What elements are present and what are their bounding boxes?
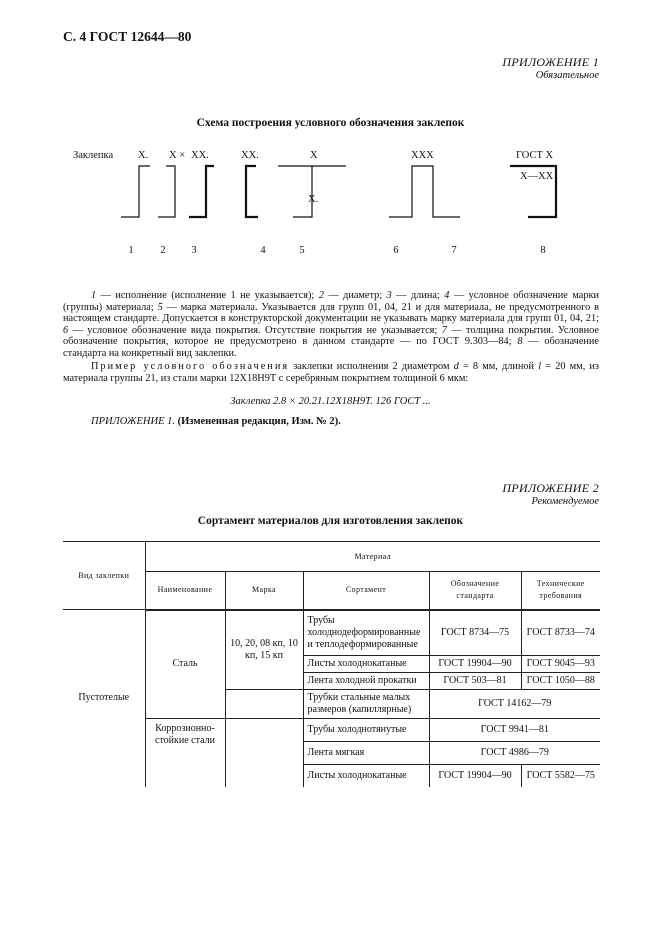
std-cell: ГОСТ 9941—81 <box>429 718 600 741</box>
req-cell: ГОСТ 8733—74 <box>521 610 600 656</box>
appendix-1-status: Обязательное <box>535 70 599 81</box>
scheme-mark-6: Х. <box>308 194 319 205</box>
material-name-steel: Сталь <box>145 610 225 719</box>
assortment-cell: Трубы холоднотянутые <box>303 718 429 741</box>
scheme-rivet-word: Заклепка <box>73 150 114 161</box>
std-cell: ГОСТ 19904—90 <box>429 764 521 787</box>
header-designation: Обозначение стандарта <box>429 572 521 610</box>
amendment-note: ПРИЛОЖЕНИЕ 1. (Измененная редакция, Изм. № 2). <box>91 416 341 427</box>
scheme-mark-7: ХХХ <box>411 150 434 161</box>
scheme-mark-4: ХХ. <box>241 150 259 161</box>
appendix-2-label <box>502 481 599 507</box>
appendix-2-title: ПРИЛОЖЕНИЕ 2 <box>502 481 599 495</box>
req-cell: ГОСТ 9045—93 <box>521 655 600 672</box>
std-cell: ГОСТ 503—81 <box>429 672 521 689</box>
scheme-explanation: 1 — исполнение (исполнение 1 не указывается); 2 — диаметр; 3 — длина; 4 — условное обозначение марки (группы) материала; 5 — марка материала. Указывается для групп 01, 04, 21 и для материала, не предусмотренного в настоящем стандарте. Допускается в конструкторской документации не указывать марку материала для групп 01, 04, 21; 6 — условное обозначение вида покрытия. Отсутствие покрытия не указывается; 7 — толщина покрытия. Условное обозначение покрытия, которое не предусмотрено в данном стандарте — по ГОСТ 9.303—84; 8 — обозначение стандарта на конкретный вид заклепки. Пример условного обозначения заклепки исполнения 2 диаметром d = 8 мм, длиной l = 20 мм, из материала группы 21, из стали марки 12Х18Н9Т с серебряным покрытием толщиной 6 мкм: <box>63 290 599 384</box>
scheme-number-1: 1 <box>128 245 134 256</box>
grade-cell-empty <box>225 718 303 787</box>
assortment-cell: Трубы холоднодеформированные и теплодеформированные <box>303 610 429 656</box>
scheme-number-6: 6 <box>393 245 399 256</box>
rivet-kind-cell: Пустотелые <box>63 610 145 787</box>
header-material: Материал <box>145 542 600 572</box>
scheme-number-7: 7 <box>451 245 457 256</box>
table-row <box>63 610 600 656</box>
assortment-cell: Листы холоднокатаные <box>303 655 429 672</box>
header-requirements: Технические требования <box>521 572 600 610</box>
scheme-mark-5: Х <box>310 150 318 161</box>
header-name: Наименование <box>145 572 225 610</box>
example-paragraph: Пример условного обозначения заклепки исполнения 2 диаметром d = 8 мм, длиной l = 20 мм, из материала группы 21, из стали марки 12Х18Н9Т с серебряным покрытием толщиной 6 мкм: <box>63 361 599 384</box>
example-designation: Заклепка 2.8 × 20.21.12Х18Н9Т. 126 ГОСТ ... <box>230 396 431 407</box>
scheme-title: Схема построения условного обозначения заклепок <box>196 117 465 129</box>
scheme-number-5: 5 <box>299 245 305 256</box>
scheme-number-8: 8 <box>540 245 546 256</box>
scheme-mark-3: ХХ. <box>191 150 209 161</box>
std-cell: ГОСТ 4986—79 <box>429 741 600 764</box>
scheme-number-4: 4 <box>260 245 266 256</box>
std-cell: ГОСТ 19904—90 <box>429 655 521 672</box>
appendix-2-status: Рекомендуемое <box>531 496 599 507</box>
scheme-mark-dots: ... <box>534 159 541 169</box>
std-cell: ГОСТ 14162—79 <box>429 689 600 718</box>
scheme-mark-2: Х × <box>169 150 186 161</box>
scheme-mark-1: Х. <box>138 150 149 161</box>
material-name-corrosion: Коррозионно-стойкие стали <box>145 718 225 787</box>
assortment-cell: Лента холодной прокатки <box>303 672 429 689</box>
assortment-cell: Лента мягкая <box>303 741 429 764</box>
scheme-brackets <box>0 0 661 260</box>
header-kind: Вид заклепки <box>63 542 145 610</box>
scheme-mark-8: ГОСТ Х <box>516 150 554 161</box>
materials-table <box>63 541 600 787</box>
grade-cell-empty <box>225 689 303 718</box>
scheme-number-2: 2 <box>160 245 166 256</box>
req-cell: ГОСТ 1050—88 <box>521 672 600 689</box>
header-assortment: Сортамент <box>303 572 429 610</box>
header-grade: Марка <box>225 572 303 610</box>
scheme-mark-9: Х—ХХ <box>520 171 554 182</box>
assortment-cell: Листы холоднокатаные <box>303 764 429 787</box>
table-title: Сортамент материалов для изготовления заклепок <box>197 515 464 527</box>
req-cell: ГОСТ 5582—75 <box>521 764 600 787</box>
assortment-cell: Трубки стальные малых размеров (капиллярные) <box>303 689 429 718</box>
material-grade-steel: 10, 20, 08 кп, 10 кп, 15 кп <box>225 610 303 690</box>
appendix-1-title: ПРИЛОЖЕНИЕ 1 <box>502 55 599 69</box>
std-cell: ГОСТ 8734—75 <box>429 610 521 656</box>
explanation-item-1: 1 <box>91 290 97 301</box>
page-header: С. 4 ГОСТ 12644—80 <box>63 29 192 44</box>
scheme-number-3: 3 <box>191 245 197 256</box>
